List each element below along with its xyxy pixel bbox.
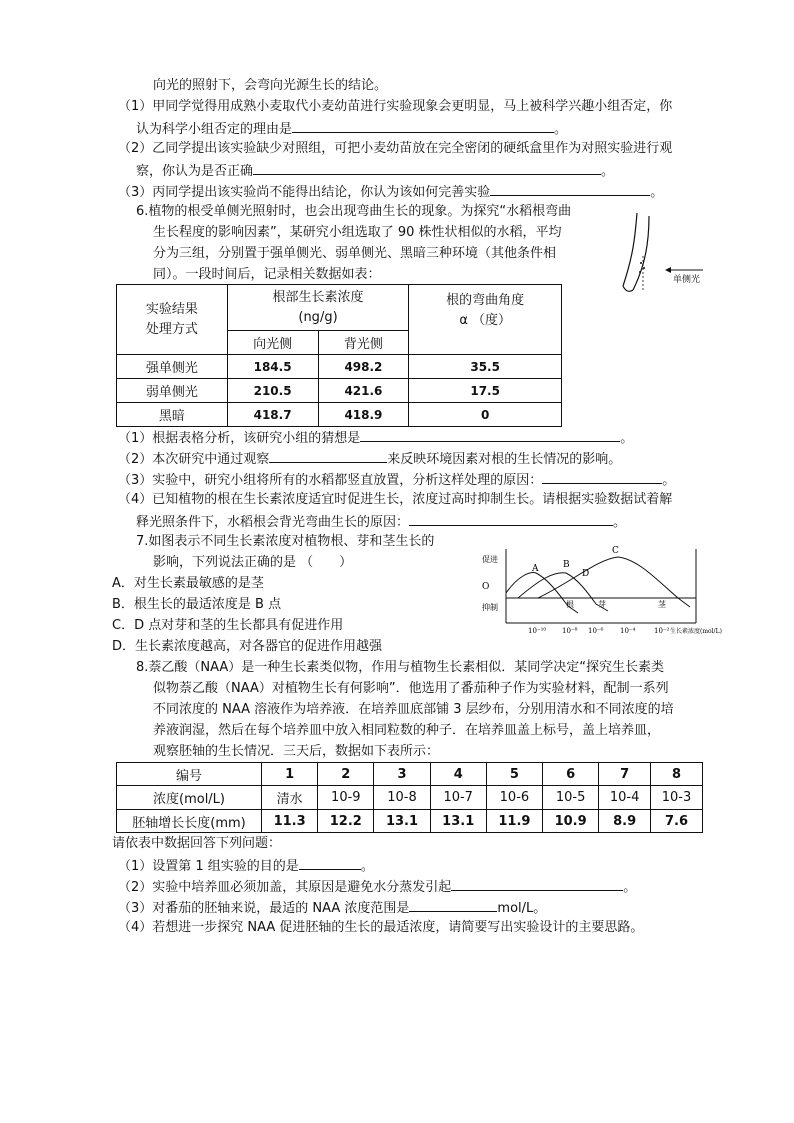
curve-label-stem: 茎 [658, 600, 666, 609]
curve-label-root: 根 [566, 600, 574, 609]
y-label-promote: 促进 [482, 555, 498, 564]
answer-blank[interactable] [451, 877, 623, 891]
point-d: D [582, 569, 590, 579]
answer-blank[interactable] [299, 856, 361, 870]
q5-part3: （3）丙同学提出该实验尚不能得出结论，你认为该如何完善实验 。 [118, 182, 663, 202]
answer-blank[interactable] [409, 898, 497, 912]
y-label-zero: O [482, 582, 490, 592]
q6-part4-line2: 释光照条件下，水稻根会背光弯曲生长的原因： 。 [136, 512, 626, 532]
figure-label: 单侧光 [673, 275, 701, 285]
x-axis-label: 生长素浓度(mol/L) [670, 628, 722, 635]
q6-stem-line3: 分为三组，分别置于强单侧光、弱单侧光、黑暗三种环境（其他条件相 [153, 246, 557, 261]
q7-option-d[interactable]: D．生长素浓度越高，对各器官的促进作用越强 [112, 639, 383, 654]
q6-part1: （1）根据表格分析，该研究小组的猜想是 。 [118, 428, 633, 448]
q8-part1: （1）设置第 1 组实验的目的是 。 [118, 856, 374, 876]
point-b: B [563, 560, 570, 570]
col-header-concentration: 根部生长素浓度 (ng/g) [227, 285, 409, 331]
answer-blank[interactable] [292, 119, 554, 133]
q5-part2-line2: 察，你认为是否正确 。 [136, 161, 614, 181]
x-tick: 10⁻² [654, 627, 670, 635]
answer-blank[interactable] [269, 449, 387, 463]
curve-label-bud: 芽 [598, 600, 606, 609]
col-header-angle: 根的弯曲角度 α （度） [409, 285, 562, 355]
q6-stem-line2: 生长程度的影响因素”，某研究小组选取了 90 株性状相似的水稻，平均 [153, 225, 562, 240]
q8-data-table [116, 762, 703, 833]
root-bending-figure [605, 208, 715, 298]
q6-data-table [116, 284, 562, 427]
sub-header-shade-side: 背光侧 [318, 331, 409, 355]
y-label-inhibit: 抑制 [482, 603, 498, 612]
q5-part1-line1: （1）甲同学觉得用成熟小麦取代小麦幼苗进行实验现象会更明显，马上被科学兴趣小组否定，你 [118, 99, 673, 114]
q8-prompt: 请依表中数据回答下列问题： [112, 836, 282, 851]
answer-blank[interactable] [542, 470, 662, 484]
q6-part3: （3）实验中，研究小组将所有的水稻都竖直放置，分析这样处理的原因： 。 [118, 470, 675, 490]
table-row: 弱单侧光 210.5 421.6 17.5 [117, 379, 562, 403]
table-row: 浓度(mol/L) 清水 10-9 10-8 10-7 10-6 10-5 10-4 10-3 [117, 786, 703, 810]
answer-blank[interactable] [490, 182, 650, 196]
q8-stem-line1: 8.萘乙酸（NAA）是一种生长素类似物，作用与植物生长素相似．某同学决定“探究生长素类 [136, 660, 665, 675]
intro-line: 向光的照射下，会弯向光源生长的结论。 [153, 78, 388, 93]
q7-option-a[interactable]: A．对生长素最敏感的是茎 [112, 576, 264, 591]
q5-part1-line2: 认为科学小组否定的理由是 。 [136, 119, 567, 139]
answer-blank[interactable] [360, 428, 620, 442]
answer-blank[interactable] [253, 161, 601, 175]
q8-part2: （2）实验中培养皿必须加盖，其原因是避免水分蒸发引起 。 [118, 877, 636, 897]
sub-header-light-side: 向光侧 [227, 331, 318, 355]
q7-stem-line2: 影响，下列说法正确的是 （ ） [153, 555, 353, 570]
q8-part3: （3）对番茄的胚轴来说，最适的 NAA 浓度范围是 mol/L。 [118, 898, 546, 918]
auxin-response-graph [478, 541, 722, 637]
x-tick: 10⁻⁸ [562, 627, 578, 635]
q6-stem-line4: 同）。一段时间后，记录相关数据如表： [153, 267, 381, 282]
q8-stem-line2: 似物萘乙酸（NAA）对植物生长有何影响”．他选用了番茄种子作为实验材料，配制一系列 [153, 681, 669, 696]
q6-part4-line1: （4）已知植物的根在生长素浓度适宜时促进生长，浓度过高时抑制生长。请根据实验数据试着解 [118, 492, 673, 507]
point-c: C [612, 546, 619, 556]
q6-part2: （2）本次研究中通过观察 来反映环境因素对根的生长情况的影响。 [118, 449, 621, 469]
table-row: 黑暗 418.7 418.9 0 [117, 403, 562, 427]
q8-stem-line3: 不同浓度的 NAA 溶液作为培养液．在培养皿底部铺 3 层纱布，分别用清水和不同浓度的培 [153, 702, 674, 717]
q7-option-b[interactable]: B．根生长的最适浓度是 B 点 [112, 597, 282, 612]
q8-part4: （4）若想进一步探究 NAA 促进胚轴的生长的最适浓度，请简要写出实验设计的主要思路。 [118, 920, 644, 935]
table-row: 编号 1 2 3 4 5 6 7 8 [117, 763, 703, 786]
x-tick: 10⁻⁶ [588, 627, 604, 635]
corner-cell: 实验结果 处理方式 [117, 285, 228, 355]
q5-part2-line1: （2）乙同学提出该实验缺少对照组，可把小麦幼苗放在完全密闭的硬纸盒里作为对照实验进行观 [118, 141, 673, 156]
q6-stem-line1: 6.植物的根受单侧光照射时，也会出现弯曲生长的现象。为探究“水稻根弯曲 [136, 204, 572, 219]
q7-option-c[interactable]: C．D 点对芽和茎的生长都具有促进作用 [112, 618, 344, 633]
x-tick: 10⁻⁴ [620, 627, 636, 635]
table-row: 胚轴增长长度(mm) 11.3 12.2 13.1 13.1 11.9 10.9 8.9 7.6 [117, 810, 703, 833]
answer-blank[interactable] [409, 512, 613, 526]
x-tick: 10⁻¹⁰ [528, 627, 547, 635]
point-a: A [532, 564, 539, 574]
q8-stem-line5: 观察胚轴的生长情况．三天后，数据如下表所示： [153, 744, 440, 759]
q8-stem-line4: 养液润湿，然后在每个培养皿中放入相同粒数的种子．在培养皿盖上标号，盖上培养皿， [153, 723, 661, 738]
q7-stem-line1: 7.如图表示不同生长素浓度对植物根、芽和茎生长的 [136, 534, 435, 549]
table-row: 强单侧光 184.5 498.2 35.5 [117, 355, 562, 379]
